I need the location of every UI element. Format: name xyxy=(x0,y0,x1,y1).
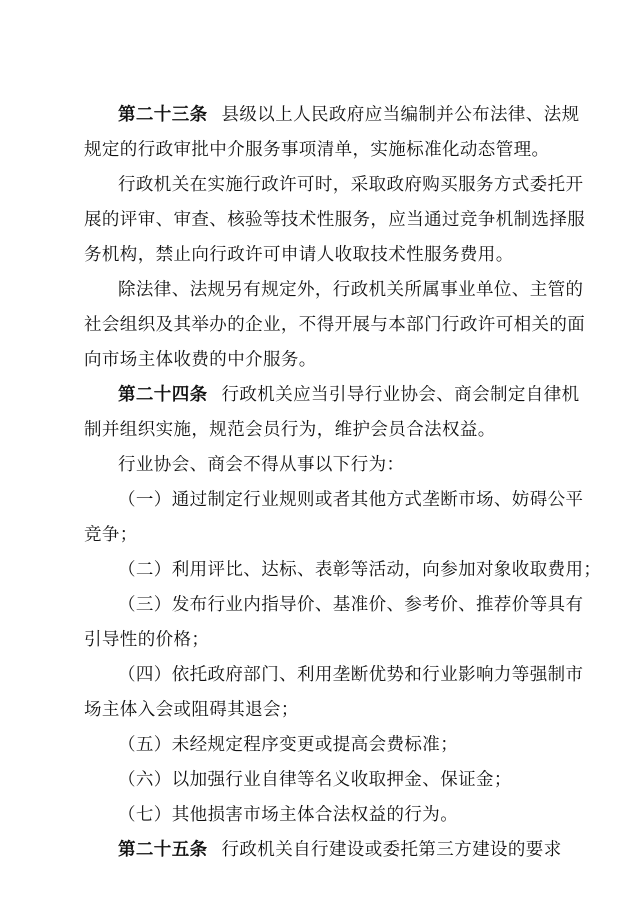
text-line: 行政机关自行建设或委托第三方建设的要求 xyxy=(221,840,562,860)
list-item-2: （二）利用评比、达标、表彰等活动，向参加对象收取费用； xyxy=(118,560,602,580)
article-24-line-1 xyxy=(84,378,580,413)
text-line: 行政机关在实施行政许可时，采取政府购买服务方式委托开 xyxy=(118,175,584,195)
article-heading: 第二十四条 xyxy=(118,385,208,405)
list-item-7: （七）其他损害市场主体合法权益的行为。 xyxy=(118,805,459,825)
list-item-3-cont: 引导性的价格； xyxy=(84,630,210,650)
text-line: 社会组织及其举办的企业，不得开展与本部门行政许可相关的面 xyxy=(84,315,586,335)
article-heading: 第二十三条 xyxy=(118,105,208,125)
document-page xyxy=(84,98,602,868)
text-line: 展的评审、审查、核验等技术性服务，应当通过竞争机制选择服 xyxy=(84,210,586,230)
list-item-1: （一）通过制定行业规则或者其他方式垄断市场、妨碍公平 xyxy=(118,490,584,510)
article-25 xyxy=(84,833,562,868)
list-item-5: （五）未经规定程序变更或提高会费标准； xyxy=(118,735,459,755)
list-item-4-cont: 场主体入会或阻碍其退会； xyxy=(84,700,299,720)
list-item-6: （六）以加强行业自律等名义收取押金、保证金； xyxy=(118,770,512,790)
text-line: 行政机关应当引导行业协会、商会制定自律机 xyxy=(221,385,580,405)
text-line: 除法律、法规另有规定外，行政机关所属事业单位、主管的 xyxy=(118,280,584,300)
article-24 xyxy=(84,378,602,833)
list-item-3: （三）发布行业内指导价、基准价、参考价、推荐价等具有 xyxy=(118,595,584,615)
list-item-4: （四）依托政府部门、利用垄断优势和行业影响力等强制市 xyxy=(118,665,584,685)
text-line: 县级以上人民政府应当编制并公布法律、法规 xyxy=(221,105,580,125)
article-25-line-1 xyxy=(84,833,562,868)
text-line: 制并组织实施，规范会员行为，维护会员合法权益。 xyxy=(84,420,496,440)
text-line: 向市场主体收费的中介服务。 xyxy=(84,350,317,370)
text-line: 务机构，禁止向行政许可申请人收取技术性服务费用。 xyxy=(84,245,514,265)
list-item-1-cont: 竞争； xyxy=(84,525,138,545)
text-line: 规定的行政审批中介服务事项清单，实施标准化动态管理。 xyxy=(84,140,550,160)
text-line: 行业协会、商会不得从事以下行为： xyxy=(118,455,405,475)
article-23 xyxy=(84,98,586,378)
article-23-line-1 xyxy=(84,98,580,133)
article-heading: 第二十五条 xyxy=(118,840,208,860)
